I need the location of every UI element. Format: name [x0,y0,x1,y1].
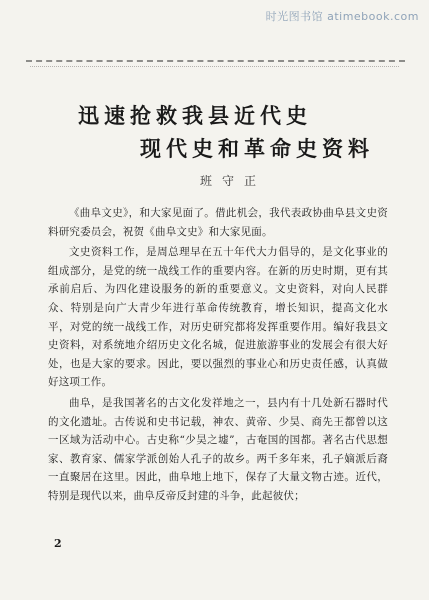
article-title-line-2: 现代史和革命史资料 [140,136,374,161]
paragraph-2: 文史资料工作，是周总理早在五十年代大力倡导的，是文化事业的组成部分，是党的统一战线工作的重要内容。在新的历史时期，更有其承前启后、为四化建设服务的新的重要意义。文史资料，对向人民群众、特别是向广大青少年进行革命传统教育，增长知识，提高文化水平，对党的统一战线工作，对历史研究都将发挥重要作用。编好我县文史资料，对系统地介绍历史文化名城，促进旅游事业的发展会有很大好处，也是大家的要求。因此，要以强烈的事业心和历史责任感，认真做好这项工作。 [48,246,388,389]
article-title-line-1: 迅速抢救我县近代史 [78,103,312,128]
page-number: 2 [54,537,62,550]
header-rule-secondary [30,66,399,68]
header-rule [26,60,405,64]
paragraph-1: 《曲阜文史》，和大家见面了。借此机会，我代表政协曲阜县文史资料研究委员会，祝贺《曲阜文史》和大家见面。 [48,207,388,238]
paragraph-3: 曲阜，是我国著名的古文化发祥地之一，县内有十几处新石器时代的文化遗址。古传说和史书记载，神农、黄帝、少昊、商先王都曾以这一区域为活动中心。古史称“少昊之墟”，古奄国的国都。著名古代思想家、教育家、儒家学派创始人孔子的故乡。两千多年来，孔子嫡派后裔一直聚居在这里。因此，曲阜地上地下，保存了大量文物古迹。近代，特别是现代以来，曲阜反帝反封建的斗争，此起彼伏； [48,396,388,502]
article-author: 班守正 [200,174,267,188]
article-body [48,204,388,508]
watermark-text: 时光图书馆 atimebook.com [265,10,419,23]
